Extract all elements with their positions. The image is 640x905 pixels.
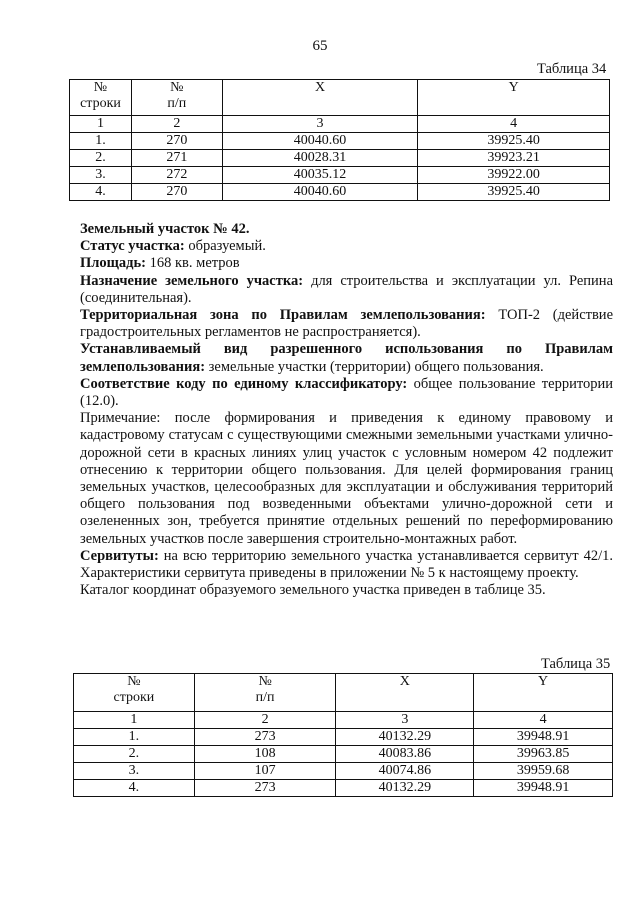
y-cell: 39959.68: [474, 763, 613, 780]
point-number-cell: 273: [194, 729, 336, 746]
y-cell: 39925.40: [418, 184, 610, 201]
row-number-cell: 4.: [74, 780, 195, 797]
header-x: X: [222, 80, 418, 116]
header-item-number: [194, 674, 336, 712]
parcel-purpose: Назначение земельного участка: для строительства и эксплуатации ул. Репина (соединительная).: [80, 272, 614, 306]
row-number-cell: 4.: [70, 184, 132, 201]
parcel-permitted-use: Устанавливаемый вид разрешенного использования по Правилам землепользования: земельные участки (территории) общего пользования.: [80, 341, 613, 375]
coordinates-table-35: [73, 673, 613, 797]
point-number-cell: 273: [194, 780, 336, 797]
table-row: [74, 763, 613, 780]
index-cell: 3: [222, 116, 418, 133]
x-cell: 40028.31: [222, 150, 418, 167]
page-number: 65: [312, 38, 328, 54]
coordinates-table-34: [69, 79, 610, 201]
column-index-row: [74, 712, 613, 729]
header-row-number: [70, 80, 132, 116]
header-no-symbol: №: [127, 674, 141, 689]
row-number-cell: 2.: [74, 746, 195, 763]
parcel-description: [80, 221, 613, 599]
y-cell: 39948.91: [474, 780, 613, 797]
y-cell: 39922.00: [418, 167, 610, 184]
point-number-cell: 108: [194, 746, 336, 763]
x-cell: 40074.86: [336, 763, 474, 780]
table-row: [70, 150, 610, 167]
y-cell: 39925.40: [418, 133, 610, 150]
parcel-area: Площадь: 168 кв. метров: [80, 255, 240, 272]
table-row: [70, 133, 610, 150]
parcel-zone: Территориальная зона по Правилам землепользования: ТОП-2 (действие градостроительных регламентов не распространяется).: [80, 307, 614, 341]
table-34-caption: Таблица 34: [537, 61, 607, 77]
parcel-servitude: Сервитуты: на всю территорию земельного участка устанавливается сервитут 42/1. Характеристики сервитута приведены в приложении № 5 к настоящему проекту.: [80, 547, 613, 582]
x-cell: 40132.29: [336, 780, 474, 797]
table-35-caption: Таблица 35: [541, 656, 611, 672]
header-pp-word: п/п: [167, 96, 187, 111]
y-cell: 39963.85: [474, 746, 613, 763]
x-cell: 40040.60: [222, 184, 418, 201]
index-cell: 4: [474, 712, 613, 729]
y-cell: 39948.91: [474, 729, 613, 746]
parcel-catalog-reference: Каталог координат образуемого земельного участка приведен в таблице 35.: [80, 582, 546, 599]
point-number-cell: 272: [131, 167, 222, 184]
column-index-row: [70, 116, 610, 133]
point-number-cell: 270: [131, 184, 222, 201]
table-row: [70, 167, 610, 184]
header-y: Y: [474, 674, 613, 712]
row-number-cell: 1.: [74, 729, 195, 746]
parcel-classifier-code: Соответствие коду по единому классификатору: общее пользование территории (12.0).: [80, 375, 614, 410]
header-row-number: [74, 674, 195, 712]
parcel-title: Земельный участок № 42.: [80, 221, 250, 237]
index-cell: 3: [336, 712, 474, 729]
index-cell: 1: [70, 116, 132, 133]
index-cell: 2: [131, 116, 222, 133]
parcel-status: Статус участка: образуемый.: [80, 238, 266, 255]
x-cell: 40035.12: [222, 167, 418, 184]
point-number-cell: 270: [131, 133, 222, 150]
row-number-cell: 2.: [70, 150, 132, 167]
x-cell: 40040.60: [222, 133, 418, 150]
header-rows-word: строки: [113, 690, 155, 705]
x-cell: 40083.86: [336, 746, 474, 763]
table-row: [74, 780, 613, 797]
header-y: Y: [418, 80, 610, 116]
header-item-number: [131, 80, 222, 116]
table-row: [74, 746, 613, 763]
index-cell: 1: [74, 712, 195, 729]
row-number-cell: 3.: [74, 763, 195, 780]
header-pp-word: п/п: [255, 690, 275, 705]
point-number-cell: 107: [194, 763, 336, 780]
index-cell: 4: [418, 116, 610, 133]
header-no-symbol: №: [93, 80, 108, 95]
header-x: X: [336, 674, 474, 712]
y-cell: 39923.21: [418, 150, 610, 167]
table-row: [70, 184, 610, 201]
x-cell: 40132.29: [336, 729, 474, 746]
parcel-note: Примечание: после формирования и приведения к единому правовому и кадастровому статусам с существующими смежными земельными участками улично-дорожной сети в красных линиях улиц участок с условным номером 42 подлежит отнесению к территории общего пользования. Для целей формирования границ земельных участков, целесообразных для эксплуатации и обслуживания территорий общего пользования под возведенными объектами улично-дорожной сети и озелененных зон, требуется принятие отдельных решений по переформированию земельных участков после завершения строительно-монтажных работ.: [80, 410, 613, 547]
header-rows-word: строки: [80, 96, 121, 111]
index-cell: 2: [194, 712, 336, 729]
table-row: [74, 729, 613, 746]
row-number-cell: 3.: [70, 167, 132, 184]
row-number-cell: 1.: [70, 133, 132, 150]
point-number-cell: 271: [131, 150, 222, 167]
header-no-symbol: №: [258, 674, 272, 689]
header-no-symbol: №: [170, 80, 184, 95]
